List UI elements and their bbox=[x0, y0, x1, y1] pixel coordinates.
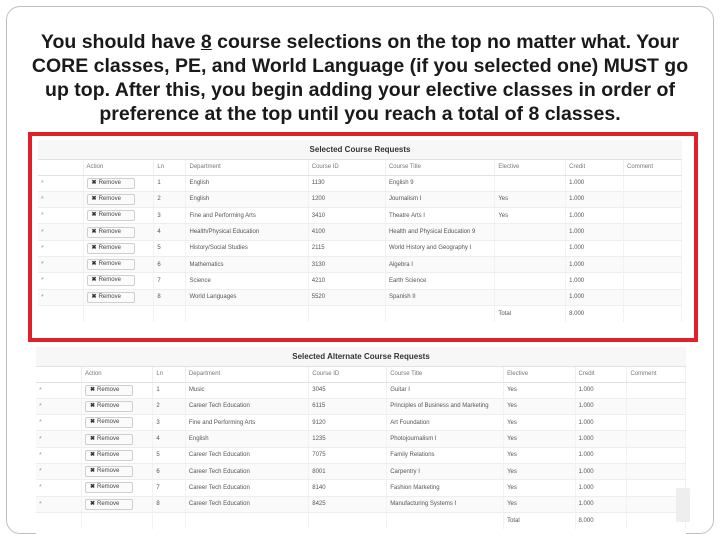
comment bbox=[627, 398, 686, 414]
remove-button[interactable] bbox=[85, 385, 133, 396]
column-header-credit: Credit bbox=[575, 367, 627, 382]
selected-courses-table bbox=[38, 160, 682, 322]
course-row bbox=[38, 208, 682, 224]
remove-button-label: Remove bbox=[98, 195, 121, 202]
drag-handle-icon[interactable]: * bbox=[36, 431, 81, 447]
course-row bbox=[38, 256, 682, 272]
course-id: 4210 bbox=[308, 273, 385, 289]
course-row bbox=[36, 398, 686, 414]
comment bbox=[627, 382, 686, 398]
elective-flag: Yes bbox=[504, 447, 575, 463]
elective-flag: Yes bbox=[495, 191, 566, 207]
column-header-ln: Ln bbox=[154, 160, 186, 175]
elective-flag: Yes bbox=[504, 382, 575, 398]
course-row bbox=[38, 175, 682, 191]
course-row bbox=[36, 382, 686, 398]
credit-value: 1.000 bbox=[575, 480, 627, 496]
column-header-department: Department bbox=[185, 367, 308, 382]
drag-handle-icon[interactable]: * bbox=[36, 398, 81, 414]
course-title: Family Relations bbox=[387, 447, 504, 463]
drag-handle-icon[interactable]: * bbox=[36, 463, 81, 479]
course-title: Photojournalism I bbox=[387, 431, 504, 447]
course-row bbox=[36, 431, 686, 447]
total-row bbox=[38, 305, 682, 321]
course-id: 8001 bbox=[309, 463, 387, 479]
column-header-handle bbox=[38, 160, 83, 175]
instructions-count: 8 bbox=[200, 31, 212, 53]
selected-table-body bbox=[38, 175, 682, 322]
drag-handle-icon[interactable]: * bbox=[38, 208, 83, 224]
alternate-table-body bbox=[36, 382, 686, 529]
instructions-text bbox=[20, 30, 700, 126]
remove-button-label: Remove bbox=[98, 228, 121, 235]
drag-handle-icon[interactable]: * bbox=[36, 415, 81, 431]
elective-flag: Yes bbox=[495, 208, 566, 224]
credit-value: 1.000 bbox=[566, 256, 624, 272]
column-header-action: Action bbox=[83, 160, 154, 175]
total-value: 8.000 bbox=[566, 305, 624, 321]
elective-flag bbox=[495, 224, 566, 240]
remove-button[interactable] bbox=[85, 401, 133, 412]
instructions-part1: You should have bbox=[40, 31, 201, 53]
course-id: 9120 bbox=[309, 415, 387, 431]
drag-handle-icon[interactable]: * bbox=[38, 273, 83, 289]
total-row bbox=[36, 512, 686, 528]
course-row bbox=[38, 240, 682, 256]
column-header-action: Action bbox=[81, 367, 152, 382]
close-icon: ✖ bbox=[89, 402, 95, 409]
department: Science bbox=[186, 273, 308, 289]
credit-value: 1.000 bbox=[575, 463, 627, 479]
course-id: 3130 bbox=[308, 256, 385, 272]
department: History/Social Studies bbox=[186, 240, 308, 256]
remove-button[interactable] bbox=[85, 450, 133, 461]
line-number: 4 bbox=[154, 224, 186, 240]
line-number: 3 bbox=[153, 415, 185, 431]
credit-value: 1.000 bbox=[566, 289, 624, 305]
credit-value: 1.000 bbox=[575, 415, 627, 431]
course-title: Fashion Marketing bbox=[387, 480, 504, 496]
line-number: 1 bbox=[154, 175, 186, 191]
elective-flag: Yes bbox=[504, 496, 575, 512]
selected-course-requests-panel bbox=[38, 140, 682, 336]
remove-button-label: Remove bbox=[96, 451, 120, 458]
comment bbox=[624, 191, 682, 207]
course-row bbox=[38, 191, 682, 207]
close-icon: ✖ bbox=[89, 500, 95, 507]
comment bbox=[624, 224, 682, 240]
line-number: 1 bbox=[153, 382, 185, 398]
line-number: 3 bbox=[154, 208, 186, 224]
course-title: Journalism I bbox=[385, 191, 494, 207]
remove-button-label: Remove bbox=[96, 500, 120, 507]
course-id: 4100 bbox=[308, 224, 385, 240]
credit-value: 1.000 bbox=[575, 447, 627, 463]
selected-header-row bbox=[38, 160, 682, 175]
course-title: Manufacturing Systems I bbox=[387, 496, 504, 512]
department: Career Tech Education bbox=[185, 463, 308, 479]
column-header-department: Department bbox=[186, 160, 308, 175]
credit-value: 1.000 bbox=[566, 224, 624, 240]
remove-button-label: Remove bbox=[96, 386, 120, 393]
remove-button[interactable] bbox=[87, 210, 135, 221]
line-number: 6 bbox=[153, 463, 185, 479]
credit-value: 1.000 bbox=[575, 431, 627, 447]
alternate-courses-table bbox=[36, 367, 686, 529]
credit-value: 1.000 bbox=[566, 191, 624, 207]
column-header-handle bbox=[36, 367, 81, 382]
department: Mathematics bbox=[186, 256, 308, 272]
department: Health/Physical Education bbox=[186, 224, 308, 240]
course-title: World History and Geography I bbox=[385, 240, 494, 256]
course-id: 1235 bbox=[309, 431, 387, 447]
drag-handle-icon[interactable]: * bbox=[36, 382, 81, 398]
close-icon: ✖ bbox=[89, 468, 95, 475]
close-icon: ✖ bbox=[91, 212, 97, 219]
elective-flag: Yes bbox=[504, 415, 575, 431]
department: World Languages bbox=[186, 289, 308, 305]
alternate-panel-title: Selected Alternate Course Requests bbox=[36, 347, 686, 367]
course-id: 3410 bbox=[308, 208, 385, 224]
drag-handle-icon[interactable]: * bbox=[36, 480, 81, 496]
elective-flag: Yes bbox=[504, 431, 575, 447]
department: English bbox=[186, 175, 308, 191]
close-icon: ✖ bbox=[89, 435, 95, 442]
remove-button-label: Remove bbox=[98, 277, 121, 284]
credit-value: 1.000 bbox=[575, 382, 627, 398]
drag-handle-icon[interactable]: * bbox=[38, 175, 83, 191]
course-id: 6115 bbox=[309, 398, 387, 414]
column-header-credit: Credit bbox=[566, 160, 624, 175]
close-icon: ✖ bbox=[91, 277, 97, 284]
elective-flag bbox=[495, 240, 566, 256]
comment bbox=[624, 240, 682, 256]
line-number: 8 bbox=[153, 496, 185, 512]
course-title: Earth Science bbox=[385, 273, 494, 289]
close-icon: ✖ bbox=[91, 179, 97, 186]
instructions-part2: course selections on the top no matter what. Your CORE classes, PE, and World Language (if you selected one) MUST go up top. After this, you begin adding your elective classes in order of preference at the top until you reach a total of 8 classes. bbox=[31, 31, 689, 125]
elective-flag: Yes bbox=[504, 398, 575, 414]
course-title: Principles of Business and Marketing bbox=[387, 398, 504, 414]
line-number: 7 bbox=[154, 273, 186, 289]
credit-value: 1.000 bbox=[566, 240, 624, 256]
close-icon: ✖ bbox=[89, 386, 95, 393]
remove-button[interactable] bbox=[85, 499, 133, 510]
column-header-ln: Ln bbox=[153, 367, 185, 382]
close-icon: ✖ bbox=[91, 195, 97, 202]
course-id: 1130 bbox=[308, 175, 385, 191]
close-icon: ✖ bbox=[89, 484, 95, 491]
column-header-comment: Comment bbox=[627, 367, 686, 382]
total-label: Total bbox=[495, 305, 566, 321]
comment bbox=[627, 431, 686, 447]
department: Fine and Performing Arts bbox=[185, 415, 308, 431]
comment bbox=[624, 208, 682, 224]
remove-button-label: Remove bbox=[96, 435, 120, 442]
course-title: Theatre Arts I bbox=[385, 208, 494, 224]
line-number: 5 bbox=[154, 240, 186, 256]
course-id: 1200 bbox=[308, 191, 385, 207]
remove-button-label: Remove bbox=[96, 468, 120, 475]
drag-handle-icon[interactable]: * bbox=[36, 447, 81, 463]
remove-button[interactable] bbox=[85, 417, 133, 428]
remove-button-label: Remove bbox=[96, 419, 120, 426]
close-icon: ✖ bbox=[89, 451, 95, 458]
comment bbox=[624, 256, 682, 272]
column-header-comment: Comment bbox=[624, 160, 682, 175]
comment bbox=[624, 289, 682, 305]
comment bbox=[627, 463, 686, 479]
line-number: 5 bbox=[153, 447, 185, 463]
elective-flag bbox=[495, 256, 566, 272]
remove-button[interactable] bbox=[87, 194, 135, 205]
drag-handle-icon[interactable]: * bbox=[38, 256, 83, 272]
credit-value: 1.000 bbox=[566, 175, 624, 191]
column-header-course-id: Course ID bbox=[309, 367, 387, 382]
department: Career Tech Education bbox=[185, 398, 308, 414]
course-id: 3045 bbox=[309, 382, 387, 398]
drag-handle-icon[interactable]: * bbox=[38, 224, 83, 240]
line-number: 4 bbox=[153, 431, 185, 447]
course-id: 8140 bbox=[309, 480, 387, 496]
close-icon: ✖ bbox=[91, 244, 97, 251]
remove-button[interactable] bbox=[87, 259, 135, 270]
elective-flag bbox=[495, 273, 566, 289]
course-row bbox=[38, 273, 682, 289]
remove-button-label: Remove bbox=[98, 261, 121, 268]
elective-flag: Yes bbox=[504, 463, 575, 479]
remove-button[interactable] bbox=[87, 292, 135, 303]
column-header-elective: Elective bbox=[504, 367, 575, 382]
comment bbox=[627, 415, 686, 431]
remove-button-label: Remove bbox=[98, 179, 121, 186]
scrollbar[interactable] bbox=[676, 488, 690, 522]
drag-handle-icon[interactable]: * bbox=[38, 191, 83, 207]
course-title: Carpentry I bbox=[387, 463, 504, 479]
line-number: 7 bbox=[153, 480, 185, 496]
line-number: 2 bbox=[153, 398, 185, 414]
comment bbox=[627, 447, 686, 463]
total-value: 8.000 bbox=[575, 512, 627, 528]
department: Career Tech Education bbox=[185, 447, 308, 463]
remove-button[interactable] bbox=[87, 275, 135, 286]
elective-flag bbox=[495, 289, 566, 305]
column-header-elective: Elective bbox=[495, 160, 566, 175]
elective-flag bbox=[495, 175, 566, 191]
course-row bbox=[36, 415, 686, 431]
line-number: 8 bbox=[154, 289, 186, 305]
remove-button-label: Remove bbox=[96, 402, 120, 409]
line-number: 2 bbox=[154, 191, 186, 207]
course-title: Algebra I bbox=[385, 256, 494, 272]
selected-panel-title: Selected Course Requests bbox=[38, 140, 682, 160]
drag-handle-icon[interactable]: * bbox=[36, 496, 81, 512]
course-id: 2115 bbox=[308, 240, 385, 256]
comment bbox=[624, 175, 682, 191]
remove-button[interactable] bbox=[87, 243, 135, 254]
department: Fine and Performing Arts bbox=[186, 208, 308, 224]
close-icon: ✖ bbox=[91, 228, 97, 235]
line-number: 6 bbox=[154, 256, 186, 272]
course-title: English 9 bbox=[385, 175, 494, 191]
course-id: 5520 bbox=[308, 289, 385, 305]
department: Career Tech Education bbox=[185, 496, 308, 512]
drag-handle-icon[interactable]: * bbox=[38, 240, 83, 256]
alternate-header-row bbox=[36, 367, 686, 382]
column-header-course-title: Course Title bbox=[387, 367, 504, 382]
course-title: Health and Physical Education 9 bbox=[385, 224, 494, 240]
close-icon: ✖ bbox=[91, 261, 97, 268]
remove-button[interactable] bbox=[87, 178, 135, 189]
course-row bbox=[36, 496, 686, 512]
course-title: Spanish II bbox=[385, 289, 494, 305]
credit-value: 1.000 bbox=[575, 496, 627, 512]
remove-button-label: Remove bbox=[98, 212, 121, 219]
department: English bbox=[186, 191, 308, 207]
remove-button[interactable] bbox=[87, 227, 135, 238]
department: Music bbox=[185, 382, 308, 398]
course-row bbox=[36, 463, 686, 479]
close-icon: ✖ bbox=[91, 293, 97, 300]
remove-button[interactable] bbox=[85, 466, 133, 477]
remove-button[interactable] bbox=[85, 482, 133, 493]
course-row bbox=[38, 289, 682, 305]
course-title: Art Foundation bbox=[387, 415, 504, 431]
total-label: Total bbox=[504, 512, 575, 528]
credit-value: 1.000 bbox=[566, 208, 624, 224]
drag-handle-icon[interactable]: * bbox=[38, 289, 83, 305]
course-title: Guitar I bbox=[387, 382, 504, 398]
department: English bbox=[185, 431, 308, 447]
remove-button-label: Remove bbox=[96, 484, 120, 491]
course-id: 7075 bbox=[309, 447, 387, 463]
course-row bbox=[36, 447, 686, 463]
column-header-course-title: Course Title bbox=[385, 160, 494, 175]
alternate-course-requests-panel bbox=[36, 347, 686, 537]
department: Career Tech Education bbox=[185, 480, 308, 496]
remove-button-label: Remove bbox=[98, 293, 121, 300]
remove-button[interactable] bbox=[85, 434, 133, 445]
comment bbox=[624, 273, 682, 289]
credit-value: 1.000 bbox=[566, 273, 624, 289]
course-row bbox=[38, 224, 682, 240]
column-header-course-id: Course ID bbox=[308, 160, 385, 175]
remove-button-label: Remove bbox=[98, 244, 121, 251]
course-id: 8425 bbox=[309, 496, 387, 512]
credit-value: 1.000 bbox=[575, 398, 627, 414]
close-icon: ✖ bbox=[89, 419, 95, 426]
course-row bbox=[36, 480, 686, 496]
elective-flag: Yes bbox=[504, 480, 575, 496]
